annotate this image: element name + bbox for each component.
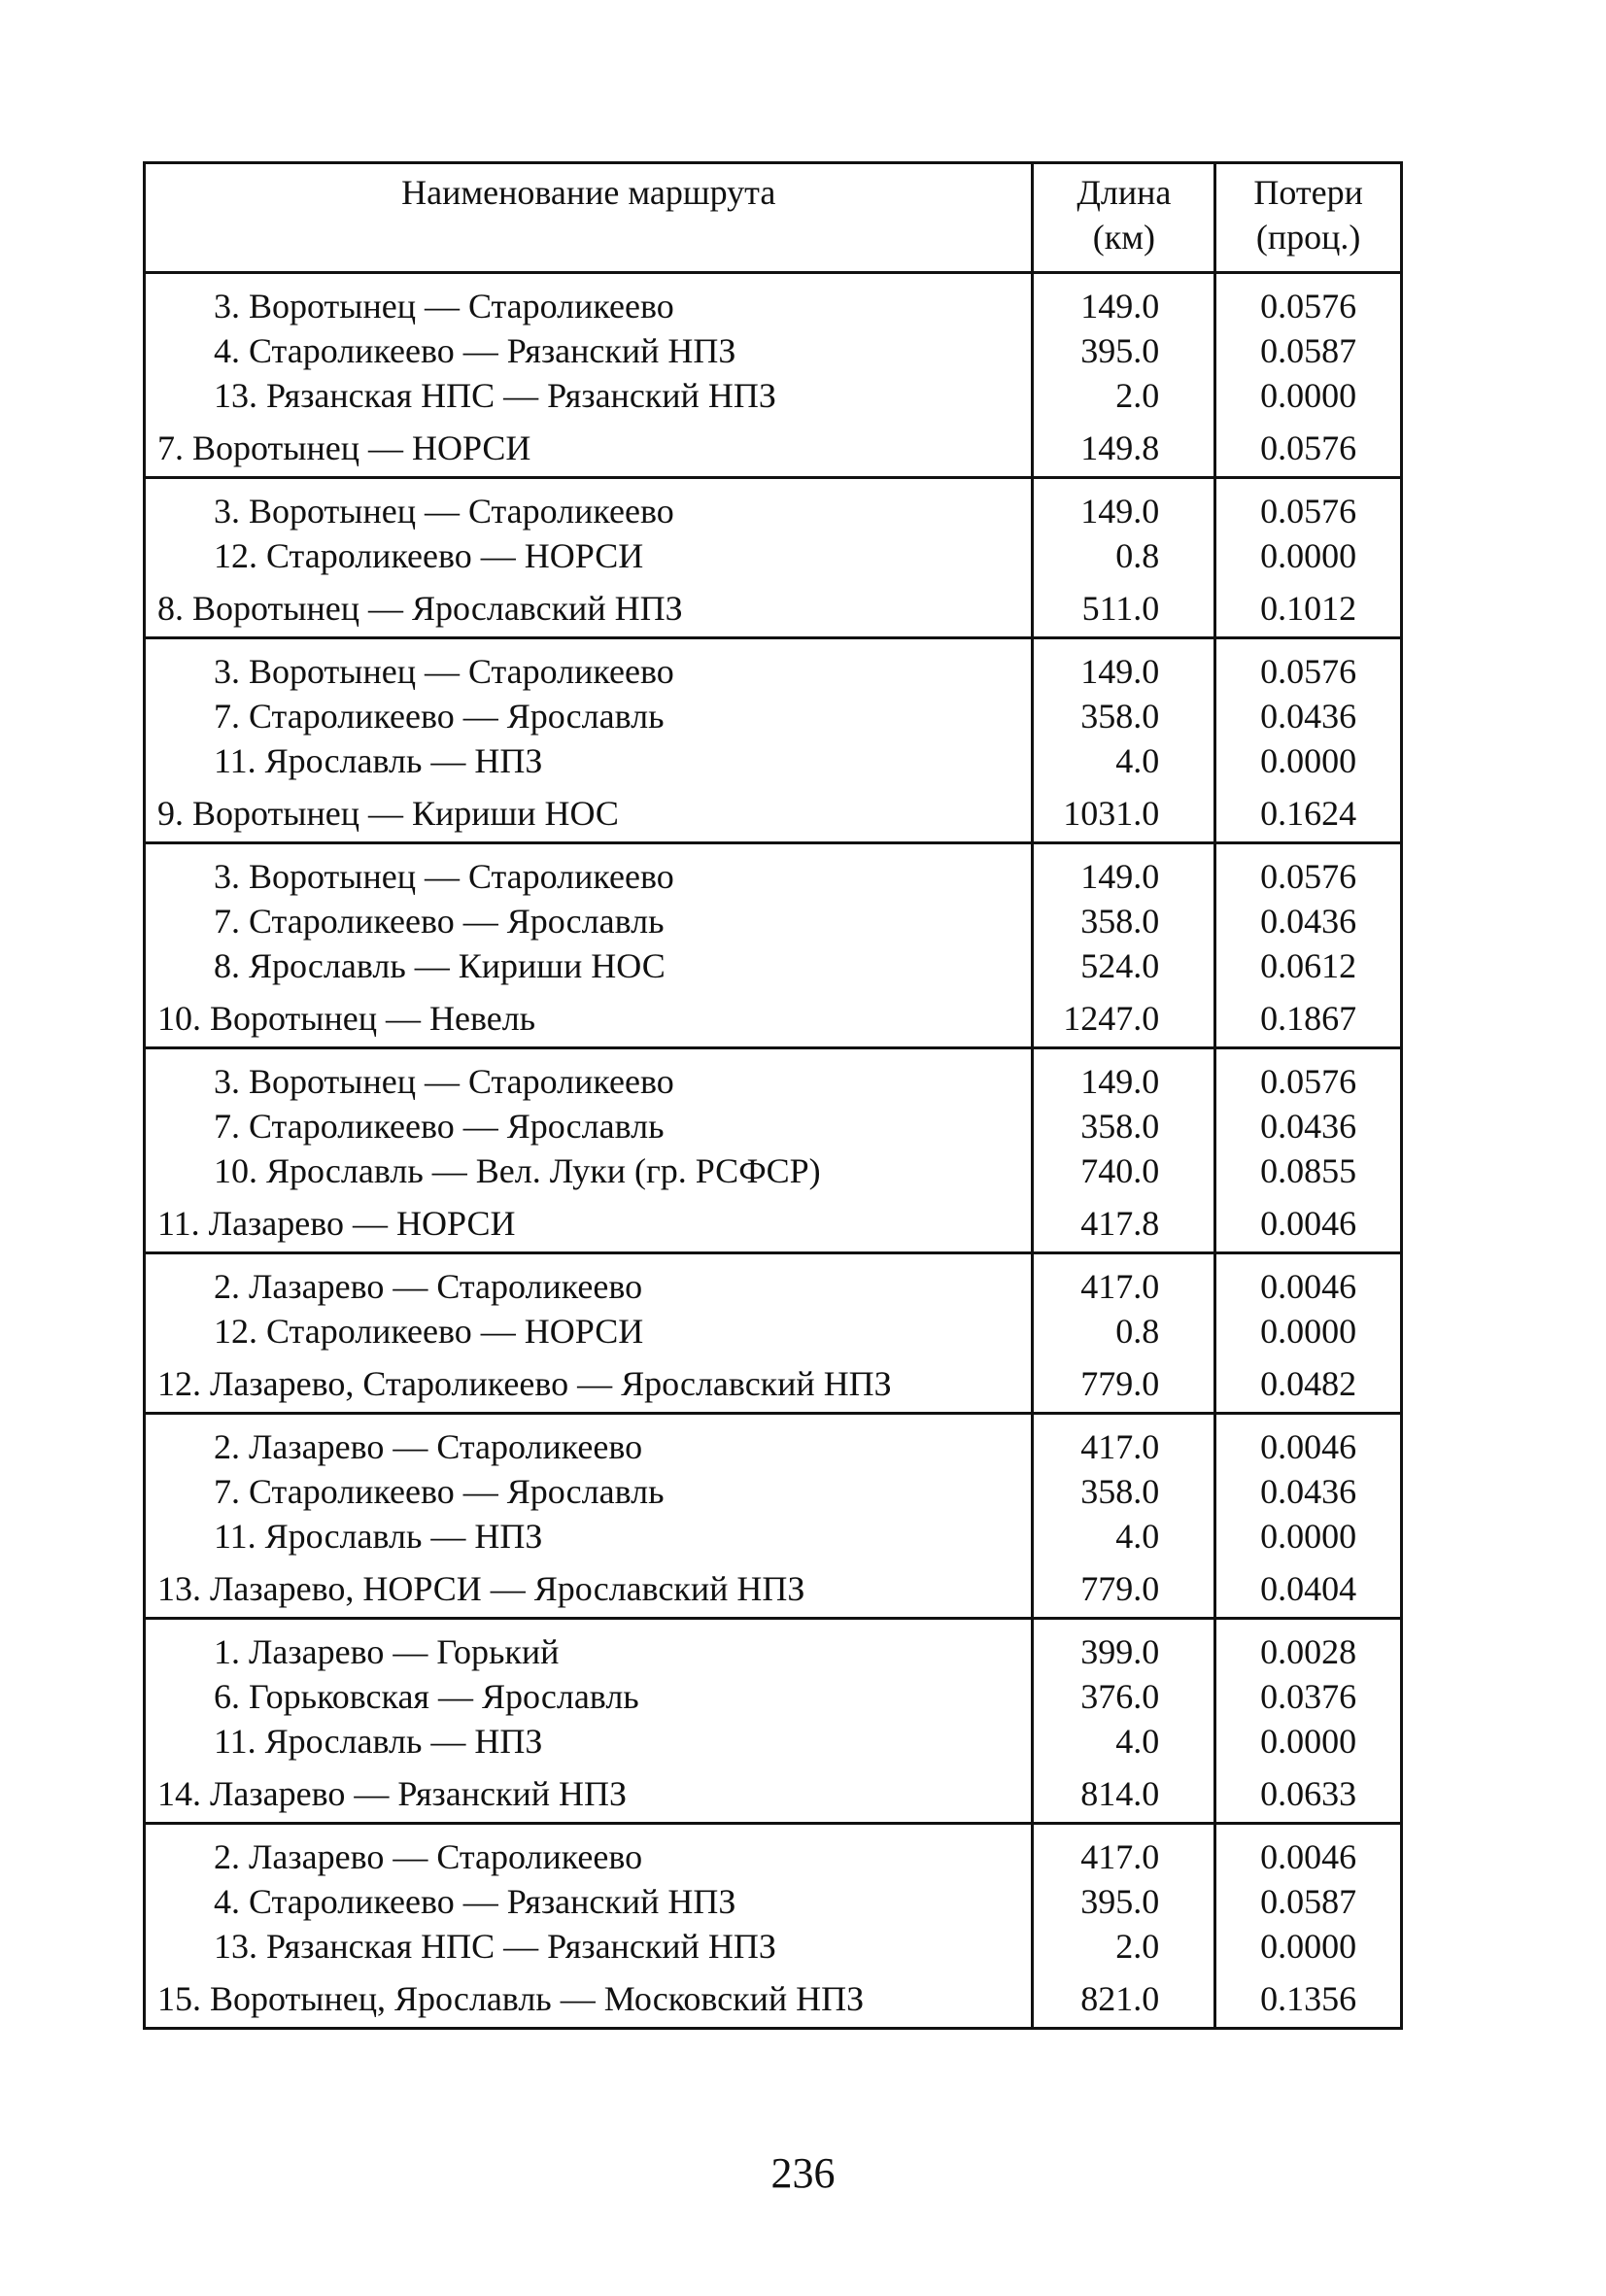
route-row [145, 1354, 1402, 1414]
subroute-loss: 0.0376 [1215, 1674, 1402, 1719]
subroute-length: 376.0 [1033, 1674, 1215, 1719]
subroute-loss: 0.0587 [1215, 1879, 1402, 1924]
route-loss: 0.1867 [1215, 988, 1402, 1048]
subroute-loss: 0.0046 [1215, 1414, 1402, 1470]
route-loss: 0.1624 [1215, 783, 1402, 843]
route-length: 1247.0 [1033, 988, 1215, 1048]
subroute-row [145, 1514, 1402, 1559]
route-length: 814.0 [1033, 1764, 1215, 1824]
route-row [145, 1764, 1402, 1824]
subroute-row [145, 1879, 1402, 1924]
header-loss-unit: (проц.) [1255, 218, 1361, 257]
subroute-row [145, 943, 1402, 988]
subroute-loss: 0.0576 [1215, 843, 1402, 900]
header-loss [1215, 163, 1402, 273]
subroute-name: 2. Лазарево — Староликеево [214, 1837, 643, 1876]
subroute-row [145, 1253, 1402, 1310]
route-name: 12. Лазарево, Староликеево — Ярославский НПЗ [145, 1354, 1033, 1414]
route-loss: 0.1012 [1215, 578, 1402, 638]
header-loss-title: Потери [1253, 173, 1363, 212]
subroute-row [145, 533, 1402, 578]
subroute-loss: 0.0000 [1215, 1514, 1402, 1559]
subroute-name: 12. Староликеево — НОРСИ [214, 536, 644, 575]
subroute-row [145, 638, 1402, 695]
subroute-row [145, 1104, 1402, 1148]
subroute-loss: 0.0028 [1215, 1619, 1402, 1675]
subroute-length: 4.0 [1033, 738, 1215, 783]
subroute-length: 417.0 [1033, 1253, 1215, 1310]
subroute-row [145, 1674, 1402, 1719]
subroute-row [145, 328, 1402, 373]
subroute-row [145, 273, 1402, 329]
subroute-row [145, 1148, 1402, 1193]
subroute-name: 3. Воротынец — Староликеево [214, 287, 674, 326]
subroute-name: 4. Староликеево — Рязанский НПЗ [214, 1882, 736, 1921]
route-name: 10. Воротынец — Невель [145, 988, 1033, 1048]
subroute-name: 11. Ярославль — НПЗ [214, 1722, 543, 1761]
subroute-row [145, 1048, 1402, 1105]
subroute-length: 0.8 [1033, 1309, 1215, 1354]
subroute-name: 13. Рязанская НПС — Рязанский НПЗ [214, 376, 776, 415]
table-body [145, 273, 1402, 2029]
subroute-name: 6. Горьковская — Ярославль [214, 1677, 639, 1716]
subroute-row [145, 899, 1402, 943]
subroute-row [145, 478, 1402, 534]
route-loss: 0.0046 [1215, 1193, 1402, 1253]
subroute-row [145, 738, 1402, 783]
subroute-loss: 0.0436 [1215, 899, 1402, 943]
subroute-name: 7. Староликеево — Ярославль [214, 902, 665, 941]
route-length: 149.8 [1033, 418, 1215, 478]
subroute-row [145, 1824, 1402, 1880]
subroute-name: 3. Воротынец — Староликеево [214, 492, 674, 531]
route-name: 7. Воротынец — НОРСИ [145, 418, 1033, 478]
routes-table [143, 161, 1403, 2030]
route-length: 779.0 [1033, 1354, 1215, 1414]
route-length: 821.0 [1033, 1969, 1215, 2029]
subroute-row [145, 1924, 1402, 1969]
subroute-loss: 0.0000 [1215, 1924, 1402, 1969]
subroute-row [145, 843, 1402, 900]
subroute-length: 740.0 [1033, 1148, 1215, 1193]
header-length-unit: (км) [1092, 218, 1155, 257]
subroute-length: 417.0 [1033, 1414, 1215, 1470]
subroute-loss: 0.0587 [1215, 328, 1402, 373]
header-row [145, 163, 1402, 273]
route-name: 14. Лазарево — Рязанский НПЗ [145, 1764, 1033, 1824]
subroute-loss: 0.0576 [1215, 478, 1402, 534]
route-name: 11. Лазарево — НОРСИ [145, 1193, 1033, 1253]
subroute-loss: 0.0436 [1215, 1469, 1402, 1514]
subroute-length: 395.0 [1033, 328, 1215, 373]
subroute-loss: 0.0436 [1215, 1104, 1402, 1148]
subroute-loss: 0.0576 [1215, 1048, 1402, 1105]
subroute-name: 10. Ярославль — Вел. Луки (гр. РСФСР) [214, 1151, 821, 1190]
subroute-loss: 0.0000 [1215, 1719, 1402, 1764]
header-route-name: Наименование маршрута [145, 163, 1033, 273]
subroute-length: 358.0 [1033, 1104, 1215, 1148]
subroute-loss: 0.0576 [1215, 638, 1402, 695]
route-length: 779.0 [1033, 1559, 1215, 1619]
subroute-row [145, 1469, 1402, 1514]
header-length-title: Длина [1076, 173, 1172, 212]
subroute-loss: 0.0576 [1215, 273, 1402, 329]
subroute-length: 524.0 [1033, 943, 1215, 988]
subroute-length: 149.0 [1033, 478, 1215, 534]
subroute-row [145, 1619, 1402, 1675]
subroute-name: 7. Староликеево — Ярославль [214, 1472, 665, 1511]
route-loss: 0.0576 [1215, 418, 1402, 478]
subroute-length: 0.8 [1033, 533, 1215, 578]
subroute-length: 358.0 [1033, 899, 1215, 943]
route-length: 1031.0 [1033, 783, 1215, 843]
route-length: 417.8 [1033, 1193, 1215, 1253]
subroute-loss: 0.0436 [1215, 694, 1402, 738]
route-row [145, 1193, 1402, 1253]
subroute-length: 2.0 [1033, 1924, 1215, 1969]
subroute-name: 7. Староликеево — Ярославль [214, 697, 665, 736]
route-name: 15. Воротынец, Ярославль — Московский НПЗ [145, 1969, 1033, 2029]
header-length [1033, 163, 1215, 273]
subroute-loss: 0.0046 [1215, 1824, 1402, 1880]
subroute-name: 3. Воротынец — Староликеево [214, 652, 674, 691]
subroute-name: 8. Ярославль — Кириши НОС [214, 946, 666, 985]
subroute-length: 4.0 [1033, 1514, 1215, 1559]
route-name: 9. Воротынец — Кириши НОС [145, 783, 1033, 843]
subroute-row [145, 694, 1402, 738]
subroute-name: 11. Ярославль — НПЗ [214, 1517, 543, 1556]
subroute-length: 2.0 [1033, 373, 1215, 418]
subroute-row [145, 1719, 1402, 1764]
subroute-name: 12. Староликеево — НОРСИ [214, 1312, 644, 1351]
subroute-name: 11. Ярославль — НПЗ [214, 741, 543, 780]
subroute-row [145, 1414, 1402, 1470]
subroute-loss: 0.0000 [1215, 738, 1402, 783]
subroute-name: 2. Лазарево — Староликеево [214, 1267, 643, 1306]
subroute-length: 149.0 [1033, 1048, 1215, 1105]
subroute-length: 358.0 [1033, 694, 1215, 738]
subroute-loss: 0.0855 [1215, 1148, 1402, 1193]
route-row [145, 1559, 1402, 1619]
route-length: 511.0 [1033, 578, 1215, 638]
route-loss: 0.0404 [1215, 1559, 1402, 1619]
subroute-length: 395.0 [1033, 1879, 1215, 1924]
subroute-length: 149.0 [1033, 273, 1215, 329]
subroute-length: 358.0 [1033, 1469, 1215, 1514]
page-number: 236 [770, 2149, 836, 2197]
route-row [145, 418, 1402, 478]
subroute-loss: 0.0000 [1215, 373, 1402, 418]
subroute-row [145, 1309, 1402, 1354]
route-row [145, 988, 1402, 1048]
subroute-name: 4. Староликеево — Рязанский НПЗ [214, 331, 736, 370]
subroute-name: 7. Староликеево — Ярославль [214, 1107, 665, 1146]
route-row [145, 783, 1402, 843]
route-loss: 0.0633 [1215, 1764, 1402, 1824]
subroute-name: 3. Воротынец — Староликеево [214, 1062, 674, 1101]
subroute-length: 4.0 [1033, 1719, 1215, 1764]
subroute-length: 399.0 [1033, 1619, 1215, 1675]
route-row [145, 1969, 1402, 2029]
subroute-name: 13. Рязанская НПС — Рязанский НПЗ [214, 1927, 776, 1966]
route-name: 8. Воротынец — Ярославский НПЗ [145, 578, 1033, 638]
subroute-length: 149.0 [1033, 843, 1215, 900]
route-name: 13. Лазарево, НОРСИ — Ярославский НПЗ [145, 1559, 1033, 1619]
route-loss: 0.0482 [1215, 1354, 1402, 1414]
route-loss: 0.1356 [1215, 1969, 1402, 2029]
subroute-loss: 0.0612 [1215, 943, 1402, 988]
route-row [145, 578, 1402, 638]
subroute-name: 1. Лазарево — Горький [214, 1632, 560, 1671]
subroute-loss: 0.0000 [1215, 1309, 1402, 1354]
subroute-length: 149.0 [1033, 638, 1215, 695]
subroute-length: 417.0 [1033, 1824, 1215, 1880]
table-header [145, 163, 1402, 273]
subroute-name: 3. Воротынец — Староликеево [214, 857, 674, 896]
subroute-loss: 0.0046 [1215, 1253, 1402, 1310]
subroute-loss: 0.0000 [1215, 533, 1402, 578]
subroute-row [145, 373, 1402, 418]
subroute-name: 2. Лазарево — Староликеево [214, 1427, 643, 1466]
